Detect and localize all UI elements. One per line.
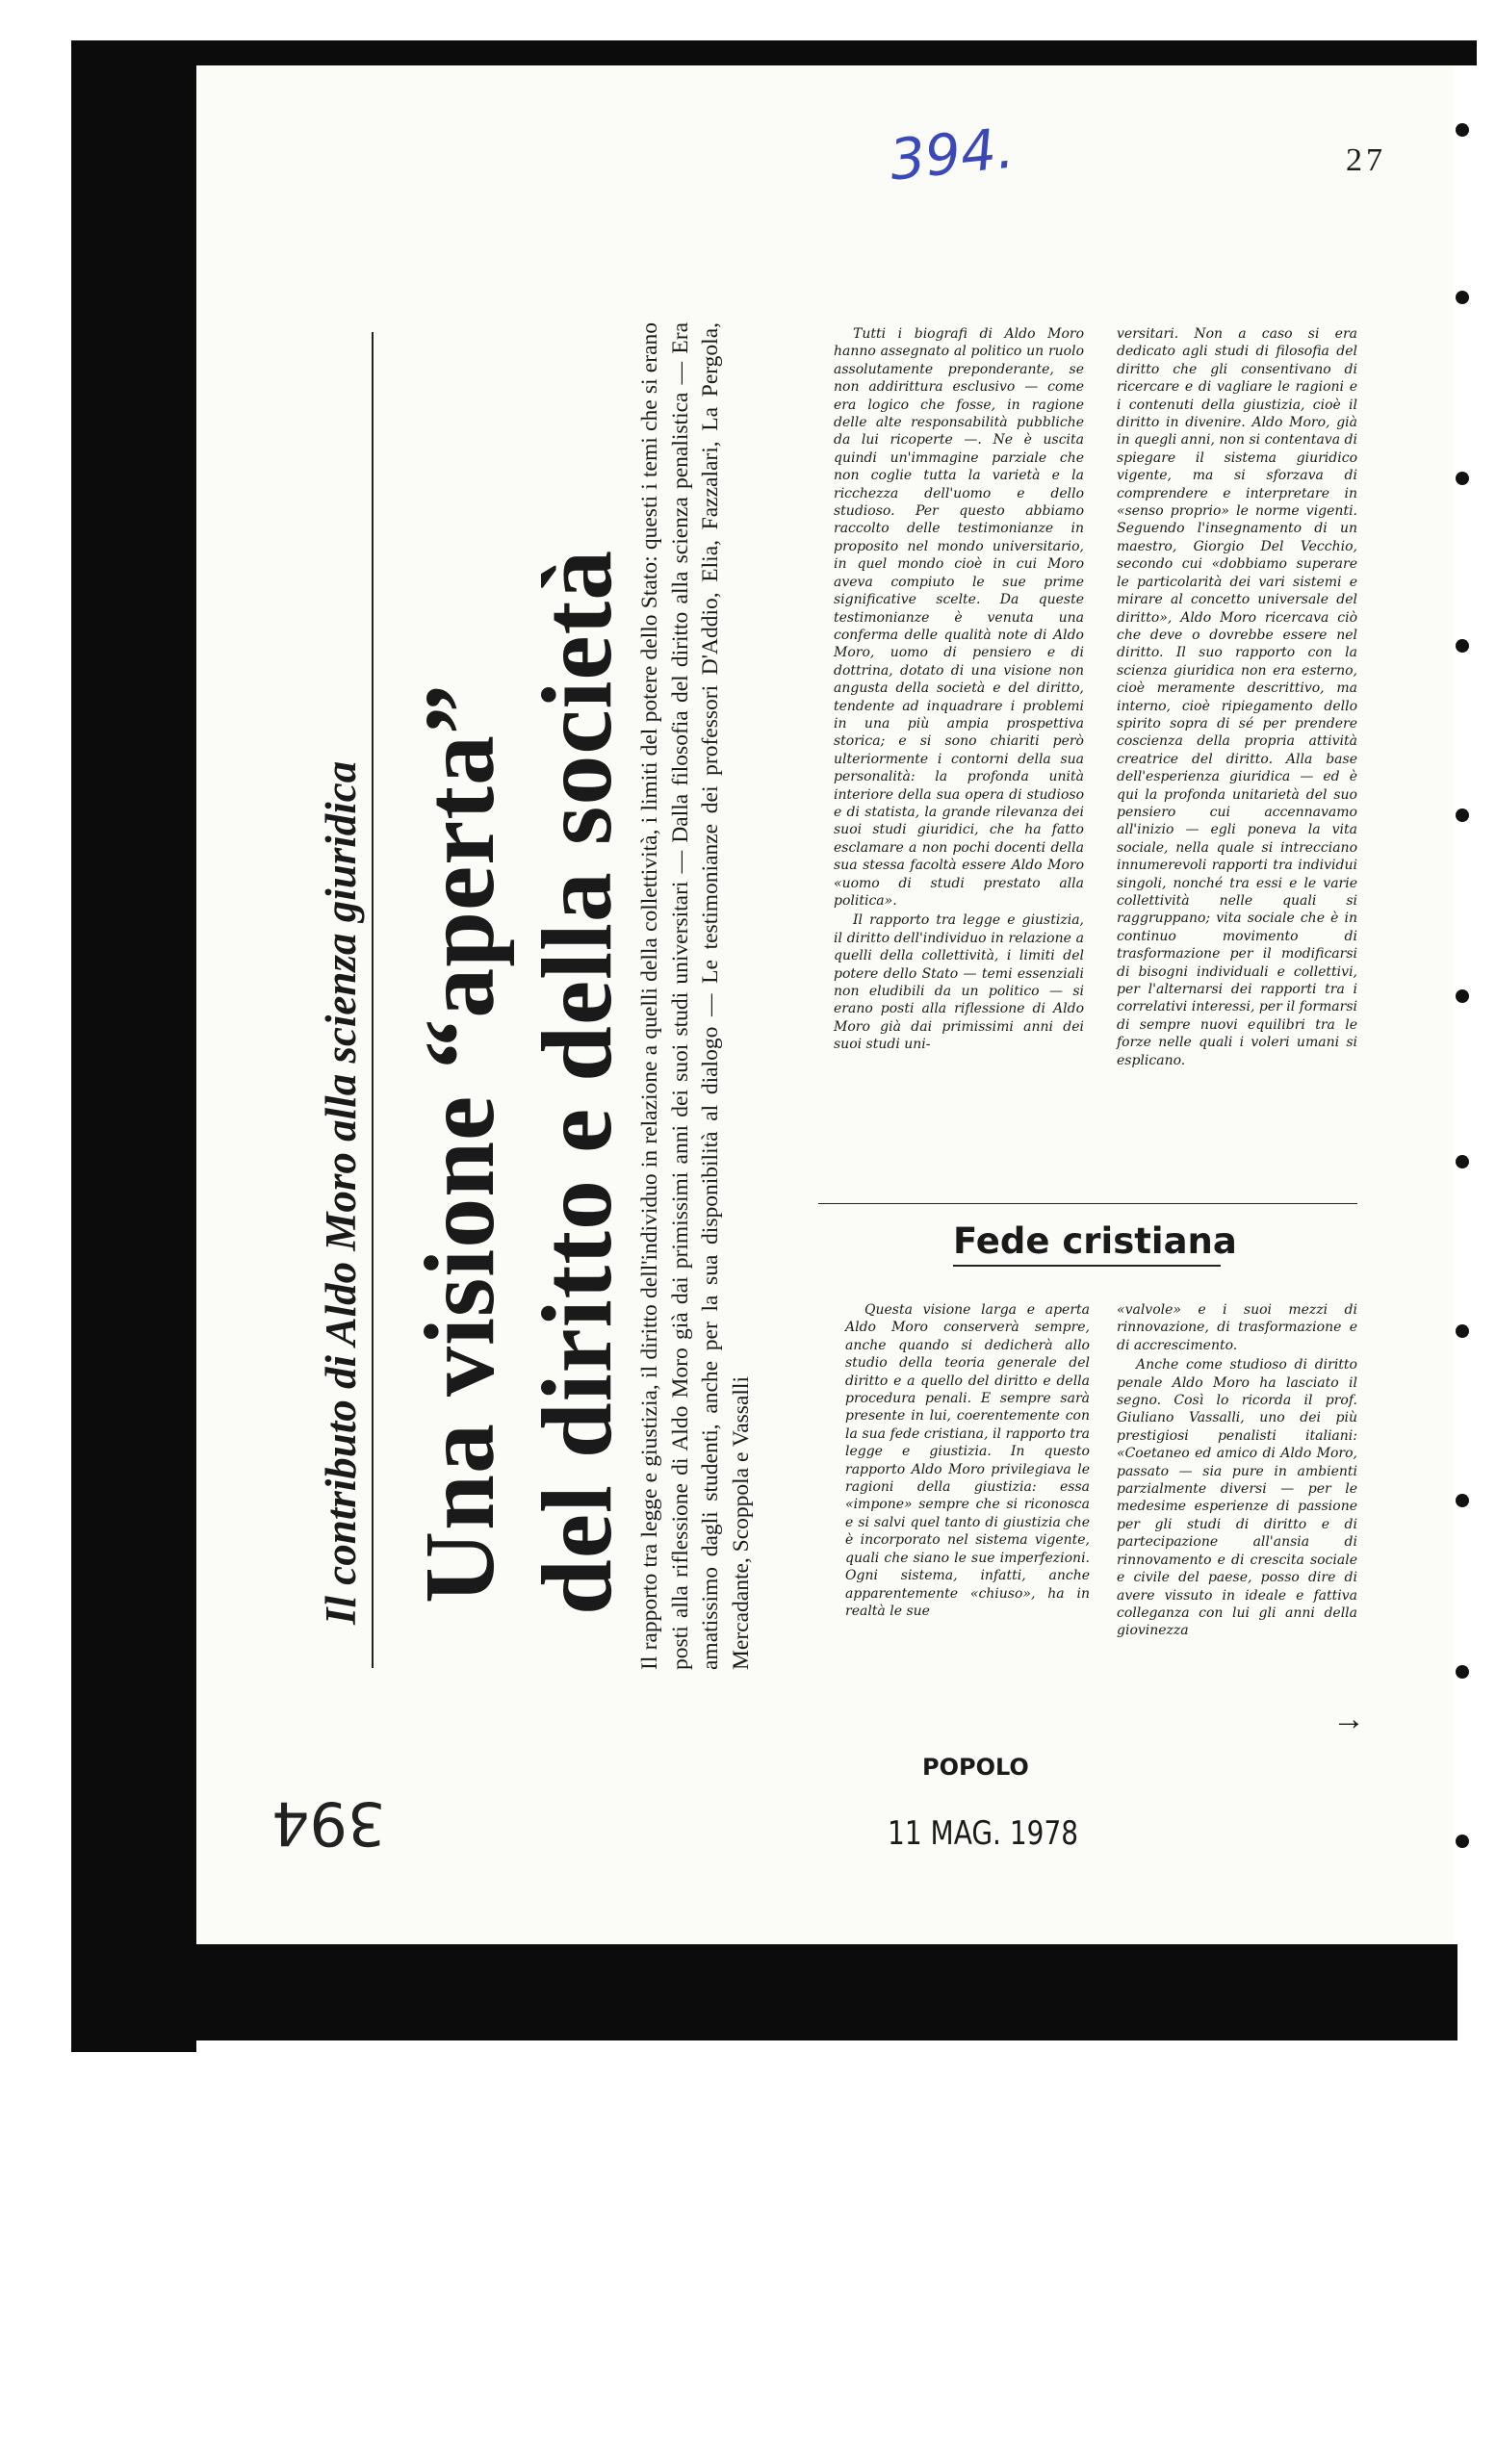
- paragraph: versitari. Non a caso si era dedicato agli studi di filosofia del diritto che gli consentivano di ricercare e di vagliare le ragioni e i contenuti della giustizia, cioè il diritto in divenire. Aldo Moro, già in quegli anni, non si contentava di spiegare il sistema giuridico vigente, ma si sforzava di comprendere e interpretare in «senso proprio» le norme vigenti. Seguendo l'insegnamento di un maestro, Giorgio Del Vecchio, secondo cui «dobbiamo superare le particolarità dei vari sistemi e mirare al concetto universale del diritto», Aldo Moro ricercava ciò che deve o dovrebbe essere nel diritto. Il suo rapporto con la scienza giuridica non era esterno, cioè meramente descrittivo, ma interno, cioè ripiegamento dello spirito sopra di sé per prendere coscienza della propria attività creatrice del diritto. Alla base dell'esperienza giuridica — ed è qui la profonda unitarietà del suo pensiero cui accennavamo all'inizio — egli poneva la vita sociale, nella quale si intrecciano innumerevoli rapporti tra individui singoli, nonché tra essi e le varie collettività nelle quali si raggruppano; vita sociale che è in continuo movimento di trasformazione per il modificarsi di bisogni individuali e collettivi, per l'alternarsi dei rapporti tra i correlativi interessi, per il formarsi di sempre nuovi equilibri tra le forze nelle quali i voleri umani si esplicano.: [1117, 326, 1357, 1068]
- punch-hole: [1456, 808, 1469, 822]
- scan-border-bottom: [71, 1944, 1457, 2040]
- subheading: Fede cristiana: [953, 1220, 1237, 1262]
- page-number: 27: [1346, 142, 1386, 178]
- punch-hole: [1456, 989, 1469, 1003]
- punch-hole: [1456, 472, 1469, 485]
- headline-line-1: Una visione “aperta”: [404, 683, 515, 1604]
- headline-rule: [372, 332, 374, 1668]
- handwritten-number-bottom: 394: [271, 1788, 386, 1859]
- headline-line-2: del diritto e della società: [522, 549, 632, 1615]
- article-column-2: [1117, 325, 1357, 1069]
- headline-kicker: Il contributo di Aldo Moro alla scienza giuridica: [317, 760, 365, 1625]
- handwritten-number-top: 394.: [886, 115, 1018, 193]
- subheading-underline: [953, 1265, 1221, 1267]
- punch-hole: [1456, 1324, 1469, 1338]
- scan-border-left: [71, 40, 196, 2052]
- paragraph: Tutti i biografi di Aldo Moro hanno assegnato al politico un ruolo assolutamente preponderante, se non addirittura esclusivo — come era logico che fosse, in ragione delle alte responsabilità pubbliche da lui ricoperte —. Ne è uscita quindi un'immagine parziale che non coglie tutta la varietà e la ricchezza dell'uomo e dello studioso. Per questo abbiamo raccolto delle testimonianze in proposito nel mondo universitario, in quel mondo cioè in cui Moro aveva compiuto le sue prime significative scelte. Da queste testimonianze è venuta una conferma delle qualità note di Aldo Moro, uomo di pensiero e di dottrina, dotato di una visione non angusta della società e del diritto, tendente ad inquadrare i problemi in una più ampia prospettiva storica; e si sono chiariti però ulteriormente i contorni della sua personalità: la profonda unità interiore della sua opera di studioso e di statista, la grande rilevanza dei suoi studi giuridici, che ha fatto esclamare a non pochi docenti della sua stessa facoltà essere Aldo Moro «uomo di studi prestato alla politica».: [834, 326, 1084, 909]
- article-column-3: [845, 1301, 1090, 1620]
- continue-arrow: →: [1332, 1702, 1365, 1737]
- paragraph: «valvole» e i suoi mezzi di rinnovazione, di trasformazione e di accrescimento.: [1117, 1302, 1357, 1353]
- section-divider: [818, 1203, 1357, 1204]
- article-column-1: [834, 325, 1084, 1054]
- paragraph: Anche come studioso di diritto penale Aldo Moro ha lasciato il segno. Così lo ricorda il prof. Giuliano Vassalli, uno dei più prestigiosi penalisti italiani: «Coetaneo ed amico di Aldo Moro, passato — sia pure in ambienti parzialmente diversi — per le medesime esperienze di passione per gli studi di diritto e di partecipazione all'ansia di rinnovamento e di crescita sociale e civile del paese, posso dire di avere vissuto in ideale e fattiva colleganza con lui gli anni della giovinezza: [1117, 1357, 1357, 1639]
- date-stamp: 11 MAG. 1978: [888, 1814, 1079, 1853]
- newspaper-name-stamp: POPOLO: [922, 1754, 1029, 1781]
- punch-hole: [1456, 1835, 1469, 1848]
- punch-hole: [1456, 639, 1469, 653]
- punch-hole: [1456, 123, 1469, 137]
- punch-hole: [1456, 1665, 1469, 1679]
- punch-hole: [1456, 291, 1469, 304]
- article-lead: Il rapporto tra legge e giustizia, il diritto dell'individuo in relazione a quelli della collettività, i limiti del potere dello Stato: questi i temi che si erano posti alla riflessione di Aldo Moro già dai primissimi anni dei suoi studi universitari — Dalla filosofia del diritto alla scienza penalistica — Era amatissimo dagli studenti, anche per la sua disponibilità al dialogo — Le testimonianze dei professori D'Addio, Elia, Fazzalari, La Pergola, Mercadante, Scoppola e Vassalli: [637, 322, 754, 1670]
- punch-hole: [1456, 1494, 1469, 1507]
- paragraph: Il rapporto tra legge e giustizia, il diritto dell'individuo in relazione a quelli della collettività, i limiti del potere dello Stato — temi essenziali non eludibili da un politico — si erano posti alla riflessione di Aldo Moro già dai primissimi anni dei suoi studi uni-: [834, 912, 1084, 1053]
- punch-hole: [1456, 1155, 1469, 1168]
- scan-border-top: [71, 40, 1477, 65]
- paragraph: Questa visione larga e aperta Aldo Moro conserverà sempre, anche quando si dedicherà allo studio della teoria generale del diritto e a quello del diritto e della procedura penali. E sempre sarà presente in lui, coerentemente con la sua fede cristiana, il rapporto tra legge e giustizia. In questo rapporto Aldo Moro privilegiava le ragioni della giustizia: essa «impone» sempre che si riconosca e si salvi quel tanto di giustizia che è incorporato nel sistema vigente, quali che siano le sue imperfezioni. Ogni sistema, infatti, anche apparentemente «chiuso», ha in realtà le sue: [845, 1302, 1090, 1619]
- article-column-4: [1117, 1301, 1357, 1640]
